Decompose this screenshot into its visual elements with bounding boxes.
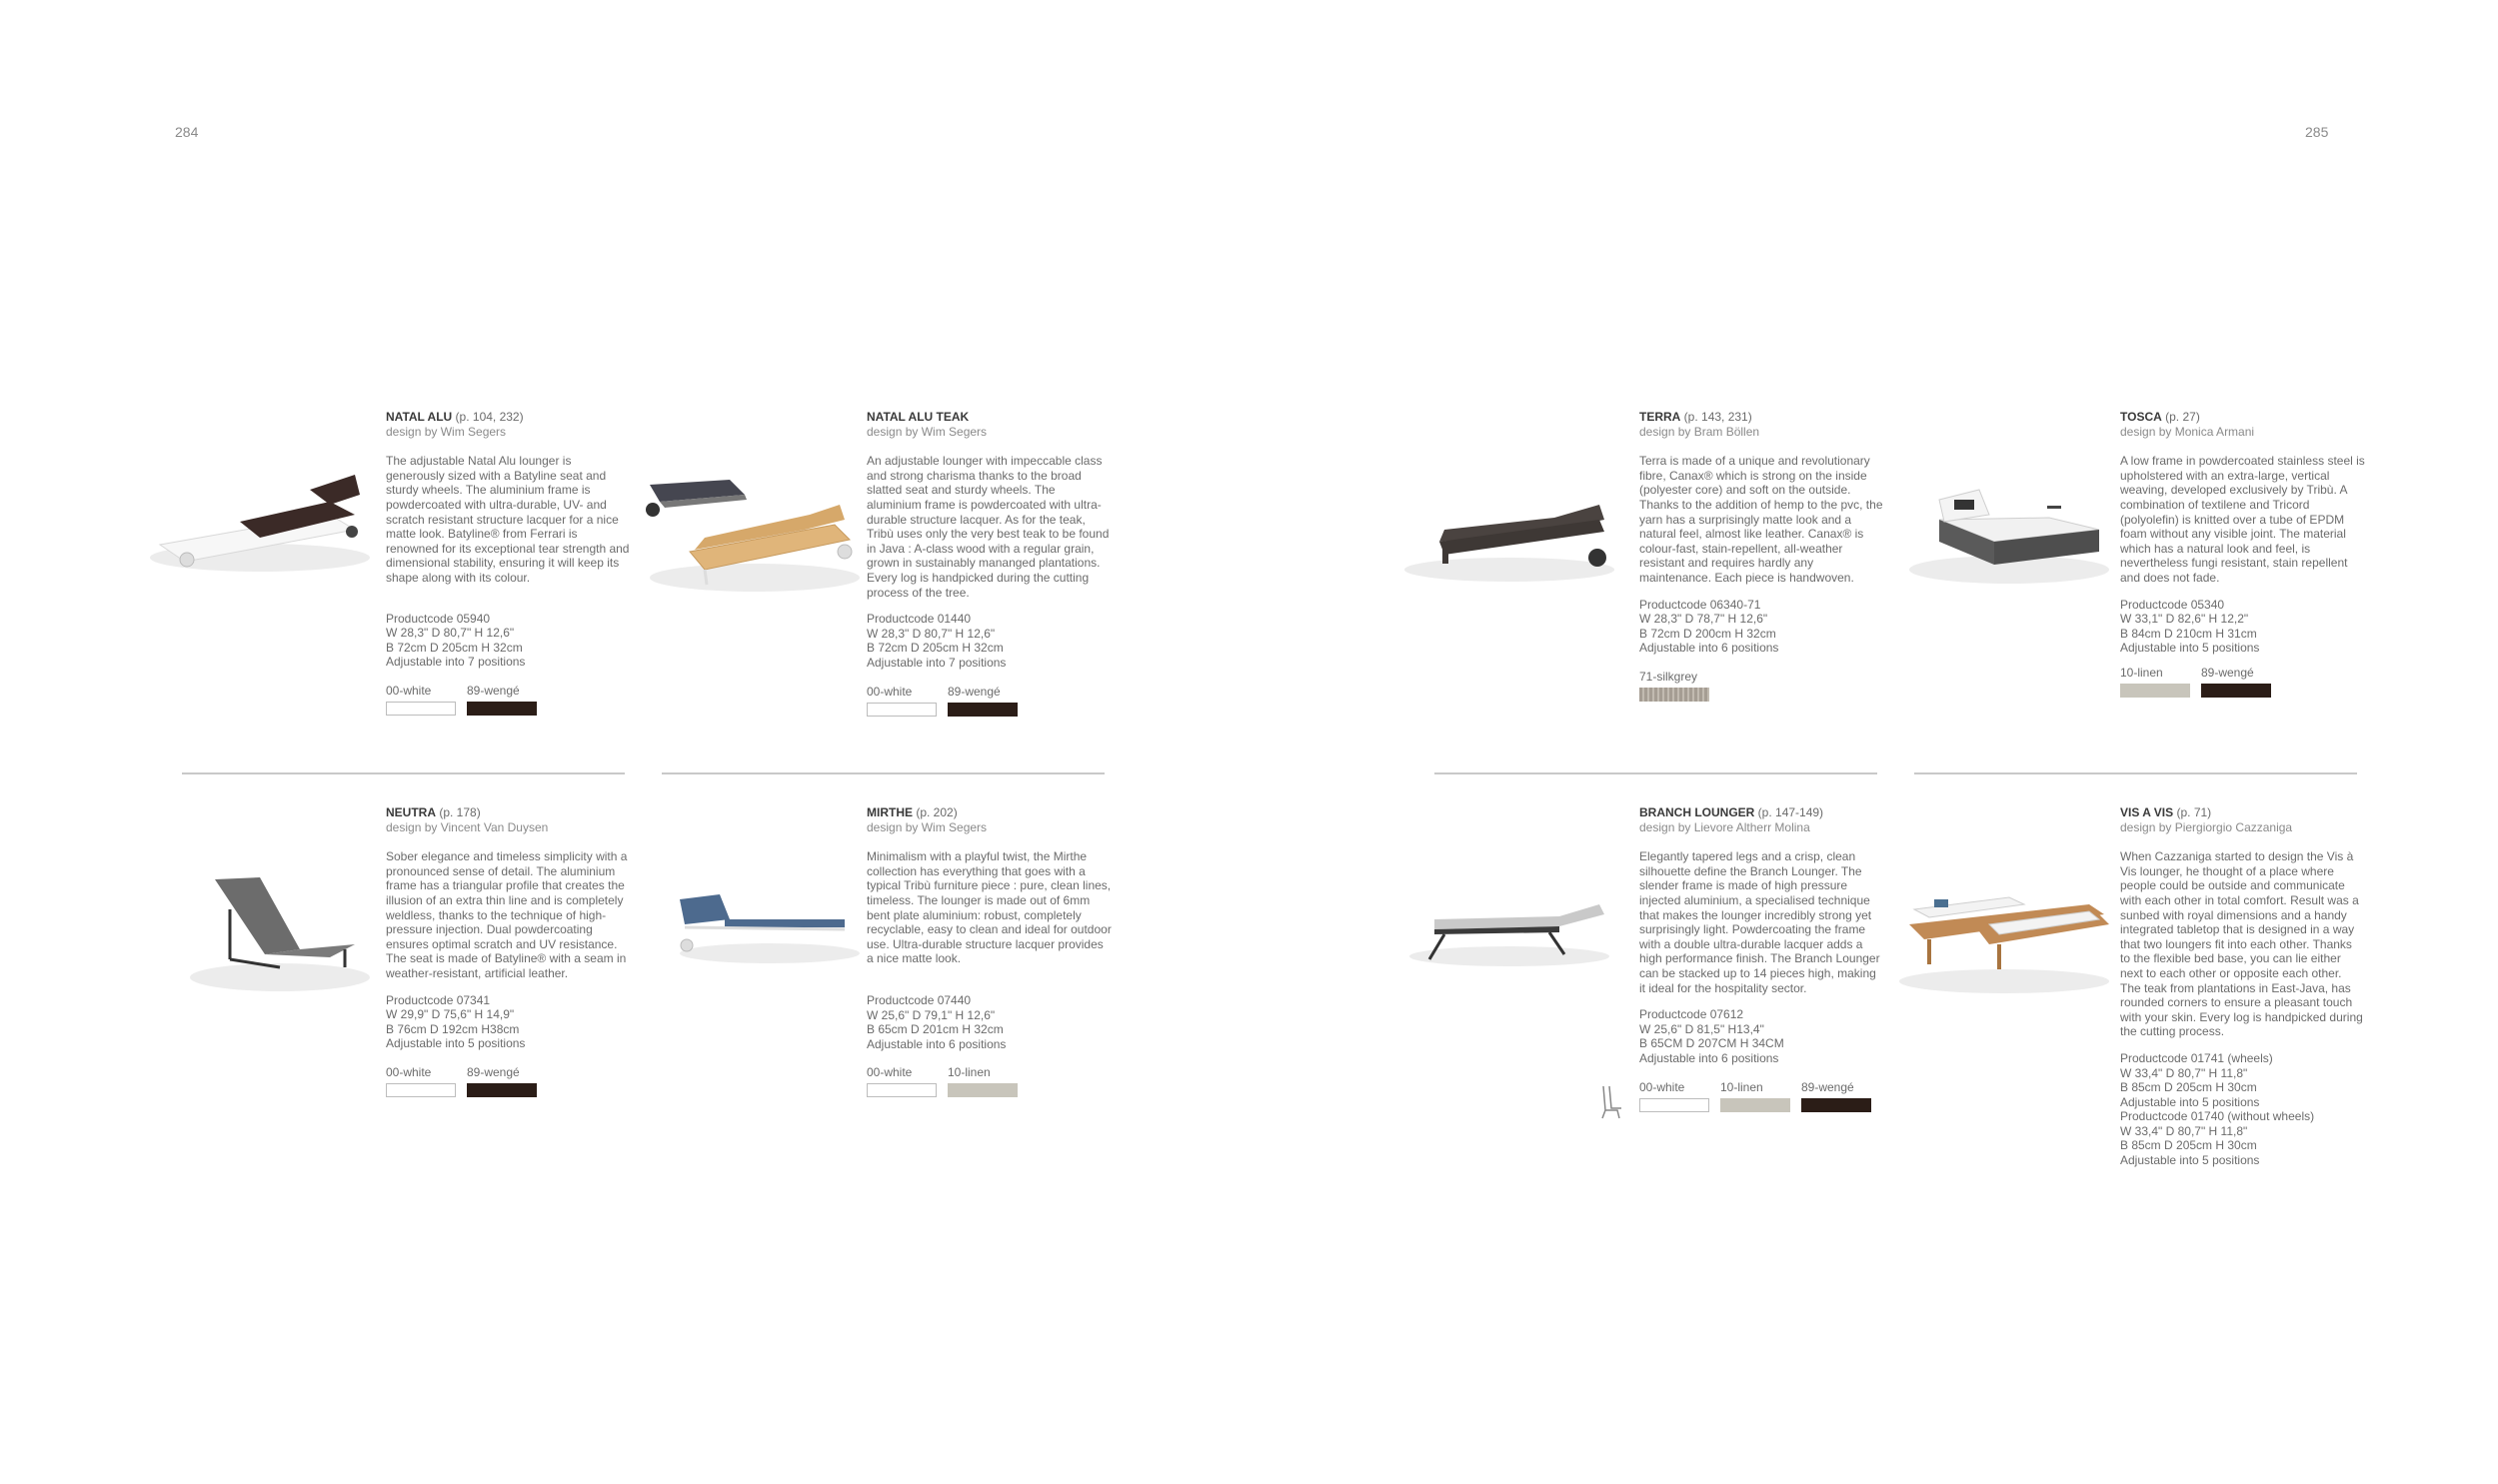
swatch-label: 00-white: [386, 683, 432, 698]
swatch-label: 89-wengé: [467, 1064, 520, 1079]
color-swatches: [1639, 670, 1884, 702]
spec-line: Adjustable into 6 positions: [867, 1036, 1007, 1051]
spec-line: Adjustable into 7 positions: [386, 655, 526, 670]
product-designer: design by Wim Segers: [386, 424, 507, 439]
spec-line: W 25,6" D 81,5" H13,4": [1639, 1021, 1764, 1036]
natal-alu-teak-photo: [635, 460, 865, 600]
swatch-label: 00-white: [867, 1065, 913, 1080]
swatch-chip: [386, 702, 456, 716]
spec-line: W 28,3" D 80,7" H 12,6": [386, 626, 515, 641]
swatch-chip: [948, 1083, 1018, 1097]
swatch-chip: [467, 702, 537, 716]
spec-line: Productcode 05340: [2120, 597, 2225, 612]
swatch[interactable]: [948, 685, 1018, 717]
spec-line: W 33,1" D 82,6" H 12,2": [2120, 612, 2249, 627]
product-designer: design by Monica Armani: [2120, 424, 2255, 439]
tosca-photo: [1899, 470, 2119, 590]
product-spec: [867, 612, 1112, 670]
swatch-label: 89-wengé: [1801, 1079, 1854, 1094]
spec-line: Adjustable into 6 positions: [1639, 641, 1779, 656]
spec-line: Adjustable into 5 positions: [2120, 1094, 2260, 1109]
swatch-label: 10-linen: [948, 1065, 991, 1080]
spec-line: Productcode 07440: [867, 992, 972, 1007]
spec-line: Productcode 06340-71: [1639, 597, 1761, 612]
spec-line: Productcode 07341: [386, 992, 491, 1007]
product-spec: [2120, 598, 2365, 656]
spec-line: Productcode 05940: [386, 611, 491, 626]
swatch-chip: [867, 1083, 937, 1097]
divider: [1434, 772, 1877, 774]
spec-line: B 85cm D 205cm H 30cm: [2120, 1138, 2257, 1153]
spec-line: B 76cm D 192cm H38cm: [386, 1021, 520, 1036]
spec-line: B 72cm D 205cm H 32cm: [386, 640, 523, 655]
product-mirthe: [867, 805, 1112, 1097]
swatch-chip: [1639, 1098, 1709, 1112]
spec-line: B 65CM D 207CM H 34CM: [1639, 1036, 1784, 1051]
product-pages: (p. 147-149): [1754, 805, 1824, 819]
product-description: Minimalism with a playful twist, the Mirthe collection has everything that goes with a typical Tribù furniture piece : pure, clean lines, timeless. The lounger is made out of 6mm bent plate aluminium: robust, completely recyclable, easy to clean and ideal for outdoor use. Ultra-durable structure lacquer provides a nice matte look.: [867, 849, 1112, 966]
vis-a-vis-photo: [1889, 869, 2119, 999]
product-branch-lounger: [1639, 805, 1884, 1112]
mirthe-photo: [660, 879, 860, 969]
swatch[interactable]: [867, 1065, 937, 1097]
swatch-label: 00-white: [386, 1064, 432, 1079]
swatch-label: 10-linen: [2120, 665, 2163, 680]
product-designer: design by Wim Segers: [867, 819, 988, 834]
product-spec: [386, 993, 631, 1051]
color-swatches: [386, 684, 631, 716]
swatch-chip: [2201, 684, 2271, 698]
swatch-chip: [1639, 688, 1709, 702]
swatch-chip: [2120, 684, 2190, 698]
product-name: VIS A VIS: [2120, 805, 2174, 819]
product-tosca: [2120, 410, 2365, 698]
swatch-label: 89-wengé: [2201, 665, 2254, 680]
spec-line: Adjustable into 5 positions: [386, 1036, 526, 1051]
divider: [182, 772, 625, 774]
product-spec: [386, 612, 631, 670]
product-designer: design by Vincent Van Duysen: [386, 819, 549, 834]
spec-line: Productcode 01740 (without wheels): [2120, 1109, 2315, 1124]
swatch-label: 89-wengé: [948, 684, 1001, 699]
product-spec: [2120, 1051, 2365, 1168]
swatch-chip: [867, 703, 937, 717]
branch-lounger-photo: [1399, 884, 1619, 974]
spec-line: W 25,6" D 79,1" H 12,6": [867, 1007, 996, 1022]
product-designer: design by Wim Segers: [867, 424, 988, 439]
neutra-photo: [170, 859, 370, 999]
color-swatches: [867, 1065, 1112, 1097]
spec-line: B 85cm D 205cm H 30cm: [2120, 1080, 2257, 1095]
product-designer: design by Bram Böllen: [1639, 424, 1760, 439]
swatch[interactable]: [1639, 670, 1709, 702]
swatch-label: 00-white: [1639, 1079, 1685, 1094]
spec-line: Adjustable into 5 positions: [2120, 641, 2260, 656]
product-description: Sober elegance and timeless simplicity with a pronounced sense of detail. The aluminium frame has a triangular profile that creates the illusion of an extra thin line and is completely weldless, thanks to the technique of high-pressure injection. Dual powdercoating ensures optimal scratch and UV resistance. The seat is made of Batyline® with a seam in weather-resistant, artificial leather.: [386, 849, 628, 980]
spec-line: Adjustable into 6 positions: [1639, 1050, 1779, 1065]
swatch[interactable]: [2120, 666, 2190, 698]
terra-photo: [1394, 480, 1624, 590]
divider: [662, 772, 1105, 774]
spec-line: Productcode 01741 (wheels): [2120, 1050, 2273, 1065]
product-name: BRANCH LOUNGER: [1639, 805, 1755, 819]
spec-line: W 28,3" D 78,7" H 12,6": [1639, 612, 1768, 627]
swatch[interactable]: [948, 1065, 1018, 1097]
page-number-left: 284: [175, 124, 199, 140]
product-description: A low frame in powdercoated stainless steel is upholstered with an extra-large, vertical weaving, developed exclusively by Tribù. A combination of textilene and Tricord (polyolefin) is knitted over a tube of EPDM foam without any visible joint. The material which has a natural look and feel, is nevertheless fungi resistant, stain repellent and does not fade.: [2120, 454, 2365, 585]
product-description: The adjustable Natal Alu lounger is generously sized with a Batyline seat and sturdy wheels. The aluminium frame is powdercoated with ultra-durable, UV- and scratch resistant structure lacquer for a nice matte look. Batyline® from Ferrari is renowned for its exceptional tear strength and dimensional stability, ensuring it will keep its shape along with its colour.: [386, 454, 630, 585]
swatch[interactable]: [467, 1065, 537, 1097]
spec-line: W 33,4" D 80,7" H 11,8": [2120, 1065, 2248, 1080]
swatch[interactable]: [467, 684, 537, 716]
swatch-label: 71-silkgrey: [1639, 669, 1698, 684]
swatch[interactable]: [2201, 666, 2271, 698]
swatch[interactable]: [867, 685, 937, 717]
swatch[interactable]: [386, 1065, 456, 1097]
spec-line: B 72cm D 205cm H 32cm: [867, 641, 1004, 656]
natal-alu-photo: [140, 460, 380, 580]
swatch-chip: [386, 1083, 456, 1097]
color-swatches: [2120, 666, 2365, 698]
product-pages: (p. 202): [913, 805, 958, 819]
spec-line: B 65cm D 201cm H 32cm: [867, 1022, 1004, 1037]
product-spec: [1639, 1007, 1884, 1065]
product-pages: (p. 71): [2173, 805, 2212, 819]
product-name: NATAL ALU: [386, 410, 453, 424]
product-pages: (p. 104, 232): [452, 410, 524, 424]
swatch-chip: [467, 1083, 537, 1097]
product-natal-alu: [386, 410, 631, 716]
product-neutra: [386, 805, 631, 1097]
swatch-label: 89-wengé: [467, 683, 520, 698]
swatch-chip: [1720, 1098, 1790, 1112]
spec-line: Productcode 07612: [1639, 1007, 1744, 1022]
product-description: Terra is made of a unique and revolutionary fibre, Canax® which is strong on the inside (polyester core) and soft on the outside. Thanks to the addition of hemp to the pvc, the yarn has a surprisingly matte look and a natural feel, almost like leather. Canax® is colour-fast, stain-repellent, all-weather resistant and requires hardly any maintenance. Each piece is handwoven.: [1639, 454, 1883, 585]
product-name: MIRTHE: [867, 805, 913, 819]
swatch-chip: [948, 703, 1018, 717]
spec-line: B 72cm D 200cm H 32cm: [1639, 626, 1776, 641]
color-swatches: [386, 1065, 631, 1097]
spec-line: Adjustable into 5 positions: [2120, 1153, 2260, 1168]
spec-line: B 84cm D 210cm H 31cm: [2120, 626, 2257, 641]
product-designer: design by Lievore Altherr Molina: [1639, 819, 1810, 834]
product-spec: [1639, 598, 1884, 656]
product-vis-a-vis: [2120, 805, 2365, 1168]
product-description: When Cazzaniga started to design the Vis à Vis lounger, he thought of a place where people could be outside and communicate with each other in total comfort. Result was a sunbed with royal dimensions and a handy integrated tabletop that is designed in a way that two loungers fit into each other. Thanks to the flexible bed base, you can lie either next to each other or opposite each other. The teak from plantations in East-Java, has rounded corners to ensure a pleasant touch with your skin. Every log is handpicked during the cutting process.: [2120, 849, 2363, 1039]
product-terra: [1639, 410, 1884, 702]
product-name: TERRA: [1639, 410, 1681, 424]
spec-line: Adjustable into 7 positions: [867, 655, 1007, 670]
swatch-label: 10-linen: [1720, 1079, 1763, 1094]
swatch[interactable]: [1801, 1080, 1871, 1112]
product-description: Elegantly tapered legs and a crisp, clean silhouette define the Branch Lounger. The slender frame is made of high pressure injected aluminium, a specialised technique that makes the lounger incredibly strong yet surprisingly light. Powdercoating the frame with a double ultra-durable lacquer adds a high performance finish. The Branch Lounger can be stacked up to 14 pieces high, making it ideal for the hospitality sector.: [1639, 849, 1880, 995]
color-swatches: [867, 685, 1112, 717]
product-description: An adjustable lounger with impeccable class and strong charisma thanks to the broad slatted seat and sturdy wheels. The aluminium frame is powdercoated with ultra-durable structure lacquer. As for the teak, Tribù uses only the very best teak to be found in Java : A-class wood with a regular grain, grown in sustainably mananged plantations. Every log is handpicked during the cutting process of the tree.: [867, 454, 1110, 600]
divider: [1914, 772, 2357, 774]
swatch[interactable]: [1720, 1080, 1790, 1112]
spec-line: Productcode 01440: [867, 612, 972, 627]
spec-line: W 28,3" D 80,7" H 12,6": [867, 626, 996, 641]
product-natal-alu-teak: [867, 410, 1112, 717]
product-pages: (p. 143, 231): [1680, 410, 1752, 424]
product-designer: design by Piergiorgio Cazzaniga: [2120, 819, 2293, 834]
product-pages: (p. 178): [436, 805, 481, 819]
stack-chair-icon: [1597, 1082, 1623, 1122]
page-number-right: 285: [2305, 124, 2329, 140]
swatch[interactable]: [1639, 1080, 1709, 1112]
product-name: TOSCA: [2120, 410, 2162, 424]
swatch-chip: [1801, 1098, 1871, 1112]
spec-line: W 29,9" D 75,6" H 14,9": [386, 1007, 515, 1022]
swatch-label: 00-white: [867, 684, 913, 699]
product-name: NATAL ALU TEAK: [867, 410, 970, 424]
spec-line: W 33,4" D 80,7" H 11,8": [2120, 1123, 2248, 1138]
product-pages: (p. 27): [2161, 410, 2200, 424]
swatch[interactable]: [386, 684, 456, 716]
product-spec: [867, 993, 1112, 1051]
product-name: NEUTRA: [386, 805, 436, 819]
color-swatches: [1639, 1080, 1884, 1112]
